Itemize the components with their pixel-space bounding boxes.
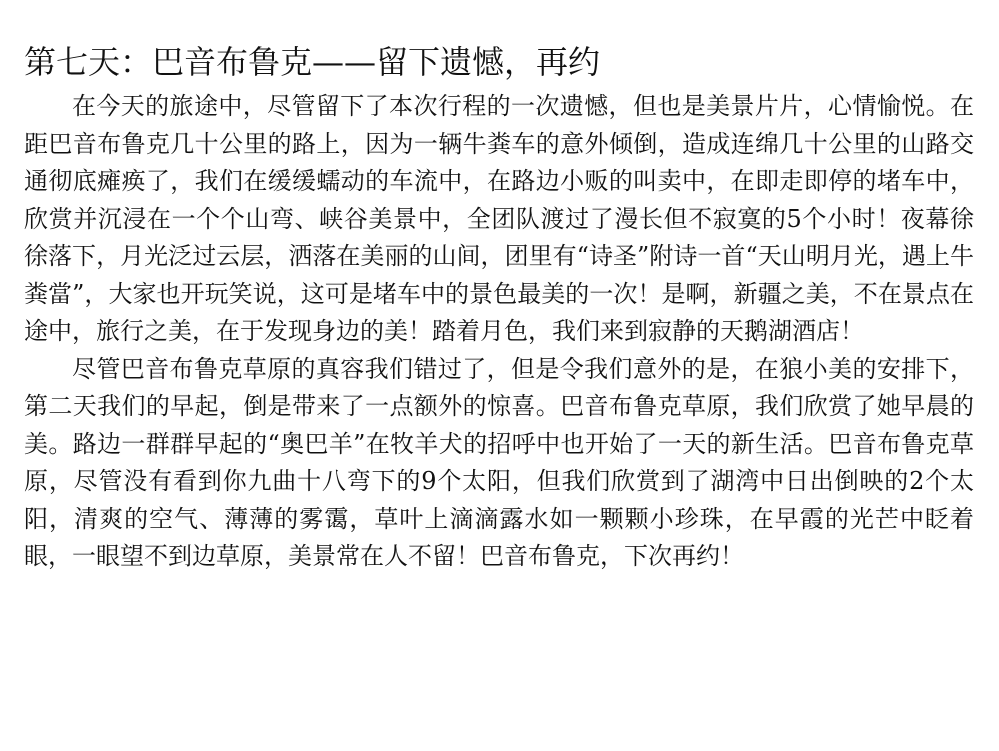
paragraph-1: 在今天的旅途中，尽管留下了本次行程的一次遗憾，但也是美景片片，心情愉悦。在距巴音布鲁克几十公里的路上，因为一辆牛粪车的意外倾倒，造成连绵几十公里的山路交通彻底瘫痪了，我们在缓缓蠕动的车流中，在路边小贩的叫卖中，在即走即停的堵车中，欣赏并沉浸在一个个山弯、峡谷美景中，全团队渡过了漫长但不寂寞的5个小时！夜幕徐徐落下，月光泛过云层，洒落在美丽的山间，团里有“诗圣”附诗一首“天山明月光，遇上牛粪當”，大家也开玩笑说，这可是堵车中的景色最美的一次！是啊，新疆之美，不在景点在途中，旅行之美，在于发现身边的美！踏着月色，我们来到寂静的天鹅湖酒店！	[24, 92, 974, 345]
paragraph-2: 尽管巴音布鲁克草原的真容我们错过了，但是令我们意外的是，在狼小美的安排下，第二天我们的早起，倒是带来了一点额外的惊喜。巴音布鲁克草原，我们欣赏了她早晨的美。路边一群群早起的“奥巴羊”在牧羊犬的招呼中也开始了一天的新生活。巴音布鲁克草原，尽管没有看到你九曲十八弯下的9个太阳，但我们欣赏到了湖湾中日出倒映的2个太阳，清爽的空气、薄薄的雾霭，草叶上滴滴露水如一颗颗小珍珠，在早霞的光芒中眨着眼，一眼望不到边草原，美景常在人不留！巴音布鲁克，下次再约！	[24, 354, 974, 570]
document-page	[24, 40, 974, 576]
document-title: 第七天：巴音布鲁克——留下遗憾，再约	[24, 43, 601, 81]
